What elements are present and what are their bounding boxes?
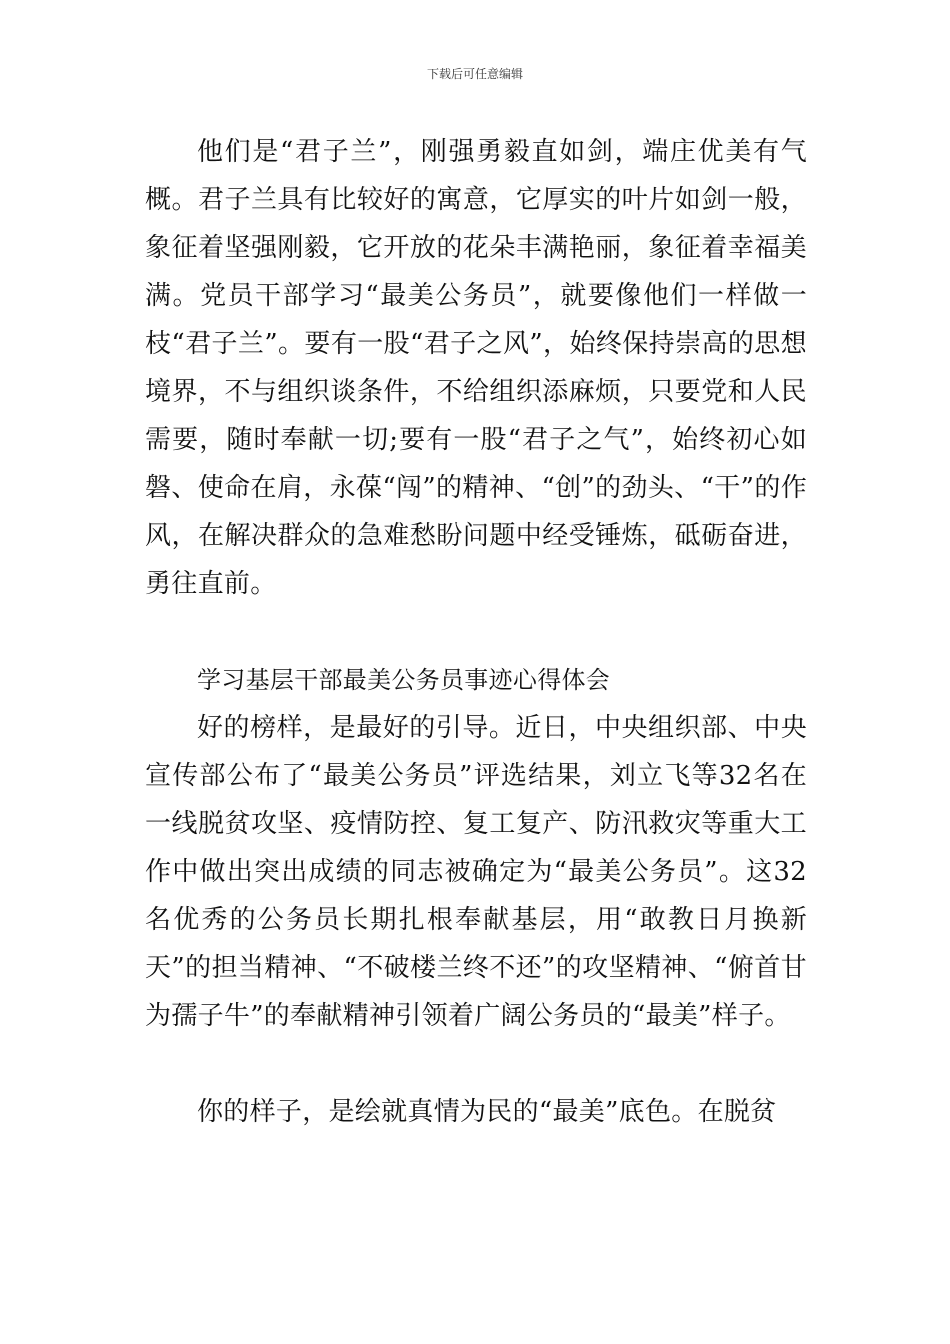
paragraph-gap [145, 1040, 807, 1088]
paragraph-gap [145, 608, 807, 656]
paragraph-junzilan: 他们是“君子兰”，刚强勇毅直如剑，端庄优美有气概。君子兰具有比较好的寓意，它厚实的叶片如剑一般，象征着坚强刚毅，它开放的花朵丰满艳丽，象征着幸福美满。党员干部学习“最美公务员”，就要像他们一样做一枝“君子兰”。要有一股“君子之风”，始终保持崇高的思想境界，不与组织谈条件，不给组织添麻烦，只要党和人民需要，随时奉献一切;要有一股“君子之气”，始终初心如磐、使命在肩，永葆“闯”的精神、“创”的劲头、“干”的作风，在解决群众的急难愁盼问题中经受锤炼，砥砺奋进，勇往直前。 [145, 137, 807, 599]
document-body [145, 128, 807, 1136]
section-title: 学习基层干部最美公务员事迹心得体会 [197, 666, 611, 694]
paragraph-role-model: 好的榜样，是最好的引导。近日，中央组织部、中央宣传部公布了“最美公务员”评选结果，刘立飞等32名在一线脱贫攻坚、疫情防控、复工复产、防汛救灾等重大工作中做出突出成绩的同志被确定为“最美公务员”。这32名优秀的公务员长期扎根奉献基层，用“敢教日月换新天”的担当精神、“不破楼兰终不还”的攻坚精神、“俯首甘为孺子牛”的奉献精神引领着广阔公务员的“最美”样子。 [145, 713, 807, 1031]
paragraph-your-appearance: 你的样子，是绘就真情为民的“最美”底色。在脱贫 [197, 1097, 777, 1127]
page-header-note: 下载后可任意编辑 [426, 67, 523, 81]
